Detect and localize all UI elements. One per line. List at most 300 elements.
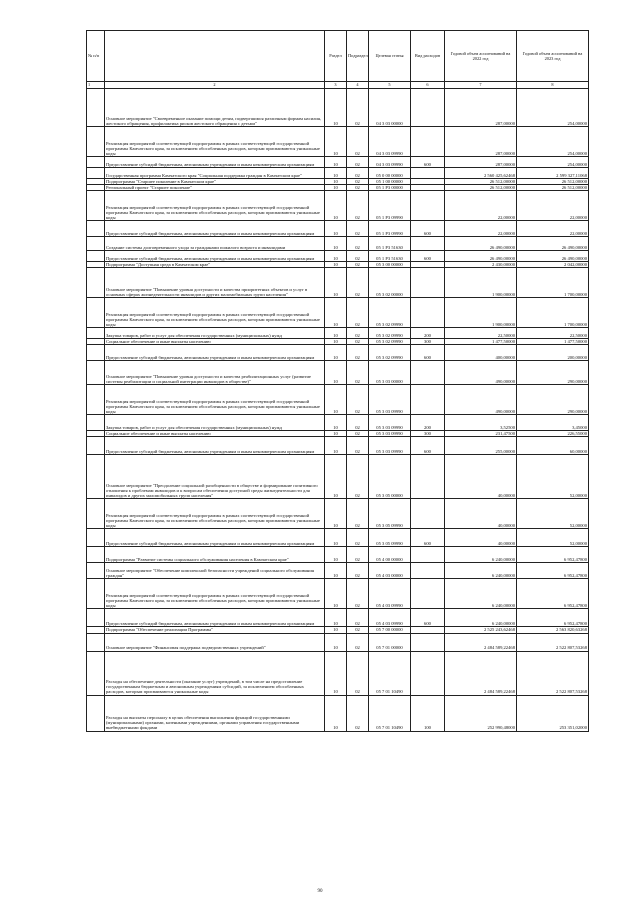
num-cell: [87, 298, 105, 328]
budget-2022-cell: 287,00000: [445, 157, 517, 168]
expense-type-cell: 600: [411, 251, 445, 262]
budget-2023-cell: 22,50000: [517, 328, 589, 339]
name-cell: Реализация мероприятий соответствующей подпрограммы в рамках соответствующей государственной программы Камчатского края, за исключением обособленных расходов, которым присваиваются уникальные коды: [105, 385, 325, 415]
name-cell: Расходы на выплаты персоналу в целях обеспечения выполнения функций государственными (муниципальными) органами, казенными учреждениями, органами управления государственными внебюджетными фондами: [105, 695, 325, 731]
subsection-cell: 02: [347, 437, 369, 455]
expense-type-cell: [411, 268, 445, 298]
budget-2023-cell: 254,00000: [517, 89, 589, 127]
name-cell: Предоставление субсидий бюджетным, автономным учреждениям и иным некоммерческим организациям: [105, 157, 325, 168]
header-budget-2022: Годовой объем ассигнований на 2022 год: [445, 31, 517, 82]
budget-2022-cell: 252 990,48000: [445, 695, 517, 731]
budget-2023-cell: 26 512,00000: [517, 179, 589, 185]
expense-type-cell: [411, 563, 445, 579]
name-cell: Основное мероприятие "Обеспечение комплексной безопасности учреждений социального обслуживания граждан": [105, 563, 325, 579]
subsection-cell: 02: [347, 262, 369, 268]
table-row: [87, 609, 589, 627]
section-cell: 10: [325, 251, 347, 262]
table-row: [87, 185, 589, 191]
num-cell: [87, 547, 105, 563]
subsection-cell: 02: [347, 157, 369, 168]
num-cell: [87, 237, 105, 251]
section-cell: 10: [325, 185, 347, 191]
expense-type-cell: [411, 168, 445, 179]
num-cell: [87, 345, 105, 361]
num-cell: [87, 455, 105, 499]
table-row: [87, 499, 589, 529]
table-row: [87, 339, 589, 345]
expense-type-cell: 200: [411, 328, 445, 339]
section-cell: 10: [325, 431, 347, 437]
index-cell: 7: [445, 82, 517, 89]
page-number: 90: [317, 889, 323, 894]
index-cell: 1: [87, 82, 105, 89]
name-cell: Основное мероприятие "Своевременное оказание помощи детям, подвергшимся различным формам насилия, жестокого обращения, профилактика рисков жестокого обращения с детьми": [105, 89, 325, 127]
budget-2023-cell: 2 522 807,53268: [517, 651, 589, 695]
expense-type-cell: 600: [411, 157, 445, 168]
section-cell: 10: [325, 328, 347, 339]
budget-2022-cell: 2 525 243,62468: [445, 627, 517, 633]
table-row: [87, 191, 589, 221]
budget-2023-cell: 3,45000: [517, 415, 589, 431]
expense-type-cell: [411, 127, 445, 157]
subsection-cell: 02: [347, 127, 369, 157]
target-item-cell: 04 3 03 00000: [369, 89, 411, 127]
table-row: [87, 547, 589, 563]
num-cell: [87, 563, 105, 579]
subsection-cell: 02: [347, 185, 369, 191]
num-cell: [87, 157, 105, 168]
table-row: [87, 345, 589, 361]
section-cell: 10: [325, 455, 347, 499]
expense-type-cell: 600: [411, 609, 445, 627]
budget-2022-cell: 40,00000: [445, 455, 517, 499]
budget-2022-cell: 1 900,00000: [445, 268, 517, 298]
index-cell: 4: [347, 82, 369, 89]
subsection-cell: 02: [347, 339, 369, 345]
target-item-cell: 05 4 03 00000: [369, 563, 411, 579]
num-cell: [87, 579, 105, 609]
index-cell: 5: [369, 82, 411, 89]
table-row: [87, 651, 589, 695]
budget-2023-cell: 200,00000: [517, 345, 589, 361]
section-cell: 10: [325, 579, 347, 609]
budget-2023-cell: 2 042,00000: [517, 262, 589, 268]
name-cell: Реализация мероприятий соответствующей подпрограммы в рамках соответствующей государственной программы Камчатского края, за исключением обособленных расходов, которым присваиваются уникальные коды: [105, 579, 325, 609]
section-cell: 10: [325, 262, 347, 268]
budget-2022-cell: 26 512,00000: [445, 179, 517, 185]
table-row: [87, 268, 589, 298]
name-cell: Закупка товаров, работ и услуг для обеспечения государственных (муниципальных) нужд: [105, 415, 325, 431]
expense-type-cell: [411, 579, 445, 609]
target-item-cell: 05 3 03 09990: [369, 415, 411, 431]
budget-2023-cell: 254,00000: [517, 157, 589, 168]
subsection-cell: 02: [347, 179, 369, 185]
budget-2023-cell: 52,00000: [517, 529, 589, 547]
name-cell: Основное мероприятие "Повышение уровня доступности и качества приоритетных объектов и услуг в основных сферах жизнедеятельности инвалидов и других маломобильных групп населения": [105, 268, 325, 298]
section-cell: 10: [325, 237, 347, 251]
table-row: [87, 627, 589, 633]
subsection-cell: 02: [347, 268, 369, 298]
section-cell: 10: [325, 339, 347, 345]
section-cell: 10: [325, 651, 347, 695]
budget-2023-cell: 1 700,00000: [517, 268, 589, 298]
name-cell: Подпрограмма "Обеспечение реализации Программы": [105, 627, 325, 633]
expense-type-cell: 600: [411, 345, 445, 361]
name-cell: Социальное обеспечение и иные выплаты населению: [105, 431, 325, 437]
target-item-cell: 05 1 P3 51630: [369, 237, 411, 251]
expense-type-cell: 600: [411, 529, 445, 547]
budget-2023-cell: 26 512,00000: [517, 185, 589, 191]
target-item-cell: 05 7 01 00000: [369, 633, 411, 651]
subsection-cell: 02: [347, 431, 369, 437]
budget-2023-cell: 22,00000: [517, 221, 589, 237]
expense-type-cell: 300: [411, 339, 445, 345]
budget-2022-cell: 1 477,50000: [445, 339, 517, 345]
target-item-cell: 05 3 02 09990: [369, 345, 411, 361]
section-cell: 10: [325, 179, 347, 185]
budget-2023-cell: 6 952,47800: [517, 547, 589, 563]
name-cell: Региональный проект "Старшее поколение": [105, 185, 325, 191]
expense-type-cell: [411, 89, 445, 127]
header-subsection: Подраздел: [347, 31, 369, 82]
subsection-cell: 02: [347, 89, 369, 127]
table-header-row: [87, 31, 589, 82]
budget-2023-cell: 6 952,47800: [517, 609, 589, 627]
expense-type-cell: 300: [411, 431, 445, 437]
table-row: [87, 221, 589, 237]
name-cell: Расходы на обеспечение деятельности (оказание услуг) учреждений, в том числе на предоставление государственным бюджетным и автономным учреждениям субсидий, за исключением обособленных расходов, которым присваиваются уникальные коды: [105, 651, 325, 695]
num-cell: [87, 268, 105, 298]
num-cell: [87, 499, 105, 529]
expense-type-cell: 200: [411, 415, 445, 431]
num-cell: [87, 633, 105, 651]
name-cell: Закупка товаров, работ и услуг для обеспечения государственных (муниципальных) нужд: [105, 328, 325, 339]
expense-type-cell: 600: [411, 437, 445, 455]
subsection-cell: 02: [347, 499, 369, 529]
expense-type-cell: [411, 651, 445, 695]
table-row: [87, 385, 589, 415]
num-cell: [87, 695, 105, 731]
target-item-cell: 05 7 01 10490: [369, 651, 411, 695]
budget-2022-cell: 22,00000: [445, 191, 517, 221]
subsection-cell: 02: [347, 168, 369, 179]
subsection-cell: 02: [347, 651, 369, 695]
table-row: [87, 298, 589, 328]
budget-2023-cell: 226,55000: [517, 431, 589, 437]
budget-2023-cell: 26 490,00000: [517, 251, 589, 262]
table-row: [87, 328, 589, 339]
target-item-cell: 05 1 P3 51630: [369, 251, 411, 262]
section-cell: 10: [325, 345, 347, 361]
num-cell: [87, 437, 105, 455]
expense-type-cell: 600: [411, 221, 445, 237]
subsection-cell: 02: [347, 221, 369, 237]
table-row: [87, 633, 589, 651]
name-cell: Подпрограмма "Доступная среда в Камчатском крае": [105, 262, 325, 268]
section-cell: 10: [325, 437, 347, 455]
section-cell: 10: [325, 361, 347, 385]
expense-type-cell: [411, 298, 445, 328]
budget-2023-cell: 1 477,50000: [517, 339, 589, 345]
target-item-cell: 05 4 00 00000: [369, 547, 411, 563]
table-row: [87, 237, 589, 251]
table-row: [87, 437, 589, 455]
budget-2023-cell: 290,00000: [517, 385, 589, 415]
subsection-cell: 02: [347, 415, 369, 431]
num-cell: [87, 89, 105, 127]
budget-2022-cell: 2 560 425,62468: [445, 168, 517, 179]
target-item-cell: 05 3 05 09990: [369, 499, 411, 529]
budget-2022-cell: 3,52500: [445, 415, 517, 431]
budget-2023-cell: 2 522 807,53268: [517, 633, 589, 651]
section-cell: 10: [325, 385, 347, 415]
section-cell: 10: [325, 415, 347, 431]
num-cell: [87, 221, 105, 237]
num-cell: [87, 415, 105, 431]
name-cell: Государственная программа Камчатского края "Социальная поддержка граждан в Камчатском крае": [105, 168, 325, 179]
subsection-cell: 02: [347, 298, 369, 328]
subsection-cell: 02: [347, 627, 369, 633]
target-item-cell: 05 3 03 00000: [369, 361, 411, 385]
num-cell: [87, 251, 105, 262]
budget-2022-cell: 6 240,00000: [445, 563, 517, 579]
name-cell: Предоставление субсидий бюджетным, автономным учреждениям и иным некоммерческим организациям: [105, 529, 325, 547]
name-cell: Реализация мероприятий соответствующей подпрограммы в рамках соответствующей государственной программы Камчатского края, за исключением обособленных расходов, которым присваиваются уникальные коды: [105, 298, 325, 328]
table-row: [87, 455, 589, 499]
num-cell: [87, 127, 105, 157]
budget-2022-cell: 2 430,00000: [445, 262, 517, 268]
table-row: [87, 361, 589, 385]
target-item-cell: 05 3 02 09990: [369, 339, 411, 345]
target-item-cell: 05 3 02 09990: [369, 328, 411, 339]
budget-2022-cell: 287,00000: [445, 127, 517, 157]
column-index-row: [87, 82, 589, 89]
section-cell: 10: [325, 499, 347, 529]
num-cell: [87, 328, 105, 339]
budget-2023-cell: 2 563 820,63268: [517, 627, 589, 633]
budget-2022-cell: 2 484 589,22468: [445, 651, 517, 695]
name-cell: Предоставление субсидий бюджетным, автономным учреждениям и иным некоммерческим организациям: [105, 437, 325, 455]
target-item-cell: 05 3 03 09990: [369, 437, 411, 455]
section-cell: 10: [325, 529, 347, 547]
name-cell: Социальное обеспечение и иные выплаты населению: [105, 339, 325, 345]
budget-2022-cell: 40,00000: [445, 529, 517, 547]
expense-type-cell: [411, 455, 445, 499]
budget-2022-cell: 6 240,00000: [445, 609, 517, 627]
section-cell: 10: [325, 127, 347, 157]
num-cell: [87, 385, 105, 415]
budget-allocation-table: [86, 30, 589, 732]
target-item-cell: 05 3 00 00000: [369, 262, 411, 268]
section-cell: 10: [325, 221, 347, 237]
expense-type-cell: [411, 385, 445, 415]
budget-2022-cell: 1 900,00000: [445, 298, 517, 328]
target-item-cell: 05 3 03 09990: [369, 385, 411, 415]
subsection-cell: 02: [347, 633, 369, 651]
target-item-cell: 05 1 P3 09990: [369, 191, 411, 221]
index-cell: 2: [105, 82, 325, 89]
budget-2023-cell: 52,00000: [517, 499, 589, 529]
subsection-cell: 02: [347, 529, 369, 547]
name-cell: Основное мероприятие "Финансовая поддержка подведомственных учреждений": [105, 633, 325, 651]
num-cell: [87, 529, 105, 547]
budget-2023-cell: 2 599 327,11068: [517, 168, 589, 179]
target-item-cell: 04 3 03 09990: [369, 157, 411, 168]
budget-2022-cell: 255,00000: [445, 437, 517, 455]
name-cell: Подпрограмма "Развитие системы социального обслуживания населения в Камчатском крае": [105, 547, 325, 563]
index-cell: 8: [517, 82, 589, 89]
subsection-cell: 02: [347, 328, 369, 339]
budget-2023-cell: 60,00000: [517, 437, 589, 455]
budget-2022-cell: 6 240,00000: [445, 579, 517, 609]
budget-2022-cell: 22,00000: [445, 221, 517, 237]
table-row: [87, 89, 589, 127]
budget-2023-cell: 26 490,00000: [517, 237, 589, 251]
header-num: № п/п: [87, 31, 105, 82]
subsection-cell: 02: [347, 547, 369, 563]
section-cell: 10: [325, 168, 347, 179]
target-item-cell: 04 3 03 09990: [369, 127, 411, 157]
budget-2022-cell: 2 484 589,22468: [445, 633, 517, 651]
name-cell: Основное мероприятие "Повышение уровня доступности и качества реабилитационных услуг (развитие системы реабилитации и социальной интеграции инвалидов в обществе)": [105, 361, 325, 385]
num-cell: [87, 191, 105, 221]
table-row: [87, 251, 589, 262]
expense-type-cell: [411, 633, 445, 651]
name-cell: Реализация мероприятий соответствующей подпрограммы в рамках соответствующей государственной программы Камчатского края, за исключением обособленных расходов, которым присваиваются уникальные коды: [105, 499, 325, 529]
section-cell: 10: [325, 191, 347, 221]
section-cell: 10: [325, 633, 347, 651]
target-item-cell: 05 3 02 00000: [369, 268, 411, 298]
expense-type-cell: [411, 547, 445, 563]
header-target-item: Целевая статья: [369, 31, 411, 82]
budget-2022-cell: 400,00000: [445, 345, 517, 361]
section-cell: 10: [325, 547, 347, 563]
expense-type-cell: [411, 361, 445, 385]
subsection-cell: 02: [347, 695, 369, 731]
table-row: [87, 695, 589, 731]
target-item-cell: 05 1 P3 09990: [369, 221, 411, 237]
section-cell: 10: [325, 298, 347, 328]
subsection-cell: 02: [347, 345, 369, 361]
name-cell: Предоставление субсидий бюджетным, автономным учреждениям и иным некоммерческим организациям: [105, 345, 325, 361]
table-row: [87, 179, 589, 185]
target-item-cell: 05 4 03 09990: [369, 579, 411, 609]
section-cell: 10: [325, 627, 347, 633]
budget-2023-cell: 22,00000: [517, 191, 589, 221]
subsection-cell: 02: [347, 609, 369, 627]
target-item-cell: 05 4 03 09990: [369, 609, 411, 627]
target-item-cell: 05 1 00 00000: [369, 179, 411, 185]
budget-table-sheet: [86, 30, 588, 732]
name-cell: Основное мероприятие "Преодоление социальной разобщенности в обществе и формирование позитивного отношения к проблемам инвалидов и к вопросам обеспечения доступной среды жизнедеятельности для инвалидов и других маломобильных групп населения": [105, 455, 325, 499]
expense-type-cell: [411, 237, 445, 251]
name-cell: Предоставление субсидий бюджетным, автономным учреждениям и иным некоммерческим организациям: [105, 251, 325, 262]
budget-2022-cell: 231,47500: [445, 431, 517, 437]
budget-2023-cell: 253 351,02000: [517, 695, 589, 731]
section-cell: 10: [325, 609, 347, 627]
num-cell: [87, 168, 105, 179]
name-cell: Реализация мероприятий соответствующей подпрограммы в рамках соответствующей государственной программы Камчатского края, за исключением обособленных расходов, которым присваиваются уникальные коды: [105, 127, 325, 157]
budget-2022-cell: 6 240,00000: [445, 547, 517, 563]
budget-2022-cell: 26 490,00000: [445, 237, 517, 251]
table-row: [87, 157, 589, 168]
header-expense-type: Вид расходов: [411, 31, 445, 82]
name-cell: Предоставление субсидий бюджетным, автономным учреждениям и иным некоммерческим организациям: [105, 221, 325, 237]
budget-2022-cell: 22,50000: [445, 328, 517, 339]
num-cell: [87, 651, 105, 695]
header-budget-2023: Годовой объем ассигнований на 2023 год: [517, 31, 589, 82]
subsection-cell: 02: [347, 563, 369, 579]
table-row: [87, 415, 589, 431]
budget-2022-cell: 287,00000: [445, 89, 517, 127]
table-row: [87, 262, 589, 268]
header-section: Раздел: [325, 31, 347, 82]
table-row: [87, 529, 589, 547]
target-item-cell: 05 3 05 09990: [369, 529, 411, 547]
name-cell: Создание системы долговременного ухода за гражданами пожилого возраста и инвалидами: [105, 237, 325, 251]
section-cell: 10: [325, 695, 347, 731]
expense-type-cell: 100: [411, 695, 445, 731]
name-cell: Реализация мероприятий соответствующей подпрограммы в рамках соответствующей государственной программы Камчатского края, за исключением обособленных расходов, которым присваиваются уникальные коды: [105, 191, 325, 221]
budget-2023-cell: 6 952,47800: [517, 579, 589, 609]
section-cell: 10: [325, 157, 347, 168]
table-row: [87, 563, 589, 579]
subsection-cell: 02: [347, 191, 369, 221]
section-cell: 10: [325, 563, 347, 579]
target-item-cell: 05 0 00 00000: [369, 168, 411, 179]
budget-2023-cell: 52,00000: [517, 455, 589, 499]
expense-type-cell: [411, 191, 445, 221]
subsection-cell: 02: [347, 237, 369, 251]
subsection-cell: 02: [347, 385, 369, 415]
header-name: [105, 31, 325, 82]
target-item-cell: 05 3 05 00000: [369, 455, 411, 499]
budget-2022-cell: 490,00000: [445, 385, 517, 415]
subsection-cell: 02: [347, 579, 369, 609]
target-item-cell: 05 3 02 09990: [369, 298, 411, 328]
name-cell: Подпрограмма "Старшее поколение в Камчатском крае": [105, 179, 325, 185]
budget-2022-cell: 26 490,00000: [445, 251, 517, 262]
subsection-cell: 02: [347, 361, 369, 385]
target-item-cell: 05 1 P3 00000: [369, 185, 411, 191]
budget-2022-cell: 26 512,00000: [445, 185, 517, 191]
table-row: [87, 168, 589, 179]
table-row: [87, 127, 589, 157]
budget-2022-cell: 40,00000: [445, 499, 517, 529]
num-cell: [87, 609, 105, 627]
expense-type-cell: [411, 499, 445, 529]
table-body: [87, 82, 589, 732]
budget-2023-cell: 6 952,47800: [517, 563, 589, 579]
budget-2023-cell: 1 700,00000: [517, 298, 589, 328]
index-cell: 6: [411, 82, 445, 89]
name-cell: Предоставление субсидий бюджетным, автономным учреждениям и иным некоммерческим организациям: [105, 609, 325, 627]
section-cell: 10: [325, 268, 347, 298]
target-item-cell: 05 3 03 09990: [369, 431, 411, 437]
budget-2022-cell: 490,00000: [445, 361, 517, 385]
num-cell: [87, 361, 105, 385]
budget-2023-cell: 290,00000: [517, 361, 589, 385]
budget-2023-cell: 254,00000: [517, 127, 589, 157]
section-cell: 10: [325, 89, 347, 127]
target-item-cell: 05 7 01 10490: [369, 695, 411, 731]
table-row: [87, 431, 589, 437]
subsection-cell: 02: [347, 251, 369, 262]
target-item-cell: 05 7 00 00000: [369, 627, 411, 633]
index-cell: 3: [325, 82, 347, 89]
subsection-cell: 02: [347, 455, 369, 499]
table-row: [87, 579, 589, 609]
